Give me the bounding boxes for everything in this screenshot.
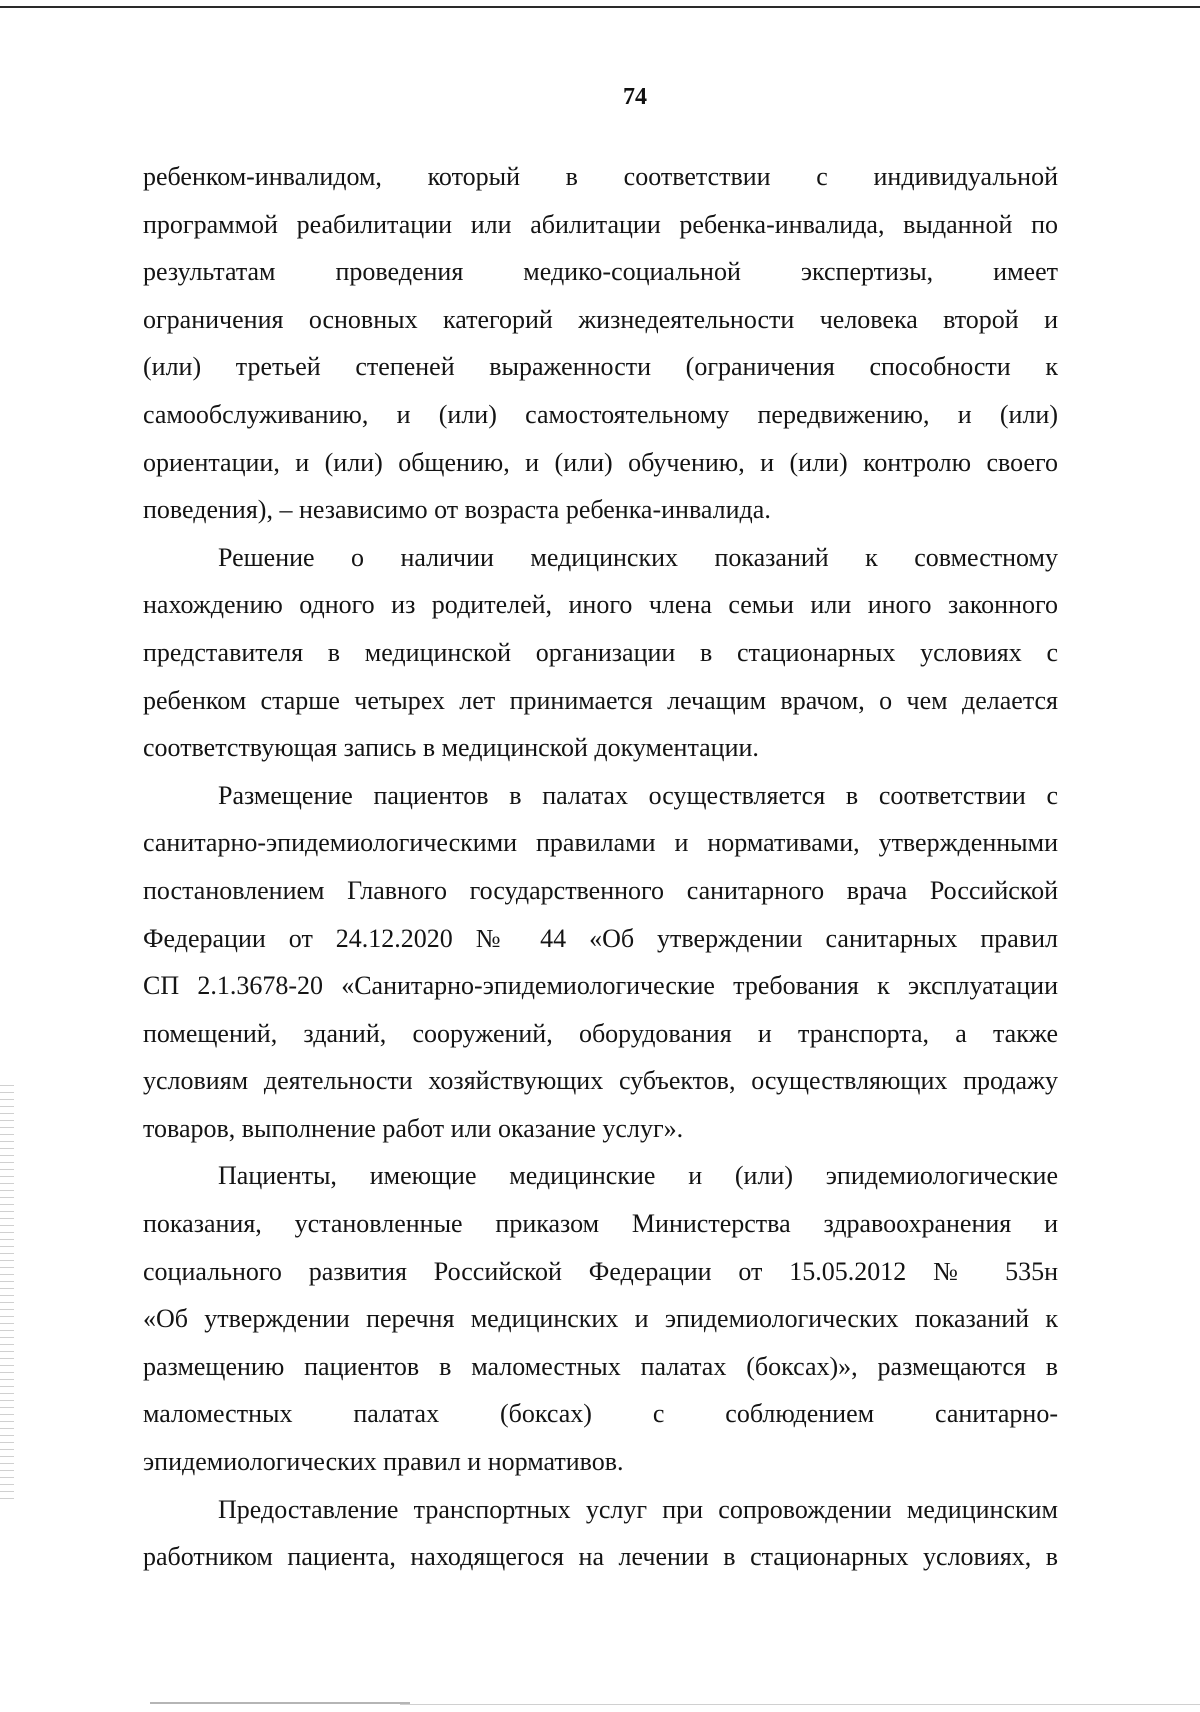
text-line: эпидемиологических правил и нормативов. xyxy=(143,1447,624,1477)
text-line: Пациенты, имеющие медицинские и (или) эпидемиологические xyxy=(218,1161,1058,1191)
text-line: Размещение пациентов в палатах осуществляется в соответствии с xyxy=(218,780,1058,810)
text-line: (или) третьей степеней выраженности (ограничения способности к xyxy=(143,352,1058,382)
text-line: ребенком старше четырех лет принимается лечащим врачом, о чем делается xyxy=(143,685,1058,715)
text-line: размещению пациентов в маломестных палатах (боксах)», размещаются в xyxy=(143,1351,1058,1381)
page-number: 74 xyxy=(623,84,647,110)
scan-edge-left xyxy=(0,1085,14,1505)
scan-edge-bottom-right xyxy=(400,1704,1200,1705)
scan-edge-top xyxy=(0,0,1200,8)
text-line: постановлением Главного государственного санитарного врача Российской xyxy=(143,875,1058,905)
text-line: маломестных палатах (боксах) с соблюдением санитарно- xyxy=(143,1399,1058,1429)
text-line: условиям деятельности хозяйствующих субъектов, осуществляющих продажу xyxy=(143,1066,1058,1096)
text-line: ребенком-инвалидом, который в соответствии с индивидуальной xyxy=(143,162,1058,191)
body-text xyxy=(143,153,1058,1581)
scan-edge-bottom xyxy=(150,1702,410,1704)
text-line: работником пациента, находящегося на лечении в стационарных условиях, в xyxy=(143,1542,1058,1572)
text-line: «Об утверждении перечня медицинских и эпидемиологических показаний к xyxy=(143,1304,1058,1334)
text-line: СП 2.1.3678-20 «Санитарно-эпидемиологические требования к эксплуатации xyxy=(143,971,1058,1001)
text-line: товаров, выполнение работ или оказание услуг». xyxy=(143,1113,684,1143)
paragraph-2 xyxy=(143,534,1058,772)
text-line: результатам проведения медико-социальной экспертизы, имеет xyxy=(143,257,1058,287)
text-line: представителя в медицинской организации в стационарных условиях с xyxy=(143,637,1058,667)
text-line: показания, установленные приказом Министерства здравоохранения и xyxy=(143,1209,1058,1239)
text-line: программой реабилитации или абилитации ребенка-инвалида, выданной по xyxy=(143,209,1058,239)
text-line: самообслуживанию, и (или) самостоятельному передвижению, и (или) xyxy=(143,399,1058,429)
paragraph-3 xyxy=(143,772,1058,1153)
text-line: Федерации от 24.12.2020 № 44 «Об утверждении санитарных правил xyxy=(143,923,1058,953)
text-line: помещений, зданий, сооружений, оборудования и транспорта, а также xyxy=(143,1018,1058,1048)
text-line: Предоставление транспортных услуг при сопровождении медицинским xyxy=(218,1494,1058,1524)
text-line: ориентации, и (или) общению, и (или) обучению, и (или) контролю своего xyxy=(143,447,1058,477)
paragraph-1 xyxy=(143,153,1058,534)
text-line: поведения), – независимо от возраста ребенка-инвалида. xyxy=(143,495,771,525)
text-line: нахождению одного из родителей, иного члена семьи или иного законного xyxy=(143,590,1058,620)
text-line: социального развития Российской Федерации от 15.05.2012 № 535н xyxy=(143,1256,1058,1286)
paragraph-5 xyxy=(143,1486,1058,1581)
paragraph-4 xyxy=(143,1152,1058,1485)
text-line: санитарно-эпидемиологическими правилами и нормативами, утвержденными xyxy=(143,828,1058,858)
text-line: ограничения основных категорий жизнедеятельности человека второй и xyxy=(143,304,1058,334)
text-line: соответствующая запись в медицинской документации. xyxy=(143,733,759,763)
text-line: Решение о наличии медицинских показаний к совместному xyxy=(218,542,1058,572)
